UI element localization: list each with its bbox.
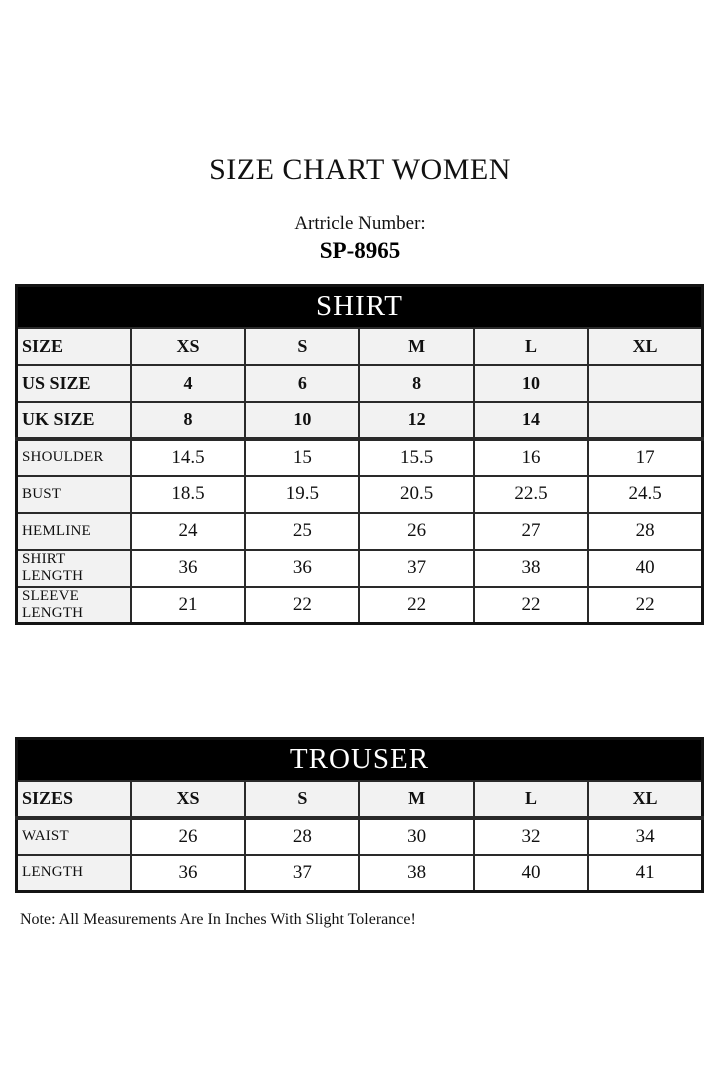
shirt-measure-cell: 22	[359, 587, 473, 624]
shirt-measure-row	[17, 513, 703, 550]
shirt-size-cell	[588, 402, 702, 439]
shirt-size-cell: 10	[474, 365, 588, 402]
shirt-measure-row-label: HEMLINE	[17, 513, 131, 550]
shirt-size-cell: XL	[588, 328, 702, 365]
trouser-size-table	[15, 737, 704, 893]
shirt-size-row	[17, 365, 703, 402]
shirt-size-row	[17, 402, 703, 439]
shirt-size-row	[17, 328, 703, 365]
shirt-size-cell: XS	[131, 328, 245, 365]
shirt-measure-row	[17, 550, 703, 587]
trouser-size-cell: XS	[131, 781, 245, 818]
shirt-measure-cell: 36	[131, 550, 245, 587]
shirt-size-cell: 8	[359, 365, 473, 402]
trouser-measure-cell: 37	[245, 855, 359, 892]
shirt-size-cell: 8	[131, 402, 245, 439]
trouser-measure-cell: 30	[359, 818, 473, 855]
shirt-size-cell: 4	[131, 365, 245, 402]
shirt-measure-cell: 14.5	[131, 439, 245, 476]
measurement-note: Note: All Measurements Are In Inches With Slight Tolerance!	[20, 911, 416, 928]
trouser-size-cell: S	[245, 781, 359, 818]
trouser-table-title: TROUSER	[17, 739, 703, 781]
trouser-size-row-label: SIZES	[17, 781, 131, 818]
shirt-measure-cell: 16	[474, 439, 588, 476]
page-title: SIZE CHART WOMEN	[209, 153, 511, 186]
shirt-measure-cell: 24.5	[588, 476, 702, 513]
trouser-measure-cell: 36	[131, 855, 245, 892]
shirt-measure-cell: 15.5	[359, 439, 473, 476]
shirt-measure-row-label: SHIRT LENGTH	[17, 550, 131, 587]
article-number-value: SP-8965	[319, 238, 401, 263]
trouser-measure-cell: 41	[588, 855, 702, 892]
shirt-size-table	[15, 284, 704, 625]
shirt-measure-cell: 18.5	[131, 476, 245, 513]
shirt-measure-cell: 24	[131, 513, 245, 550]
shirt-measure-row-label: SLEEVE LENGTH	[17, 587, 131, 624]
trouser-measure-cell: 26	[131, 818, 245, 855]
trouser-measure-row	[17, 855, 703, 892]
article-number-label: Artricle Number:	[294, 213, 426, 234]
shirt-measure-cell: 37	[359, 550, 473, 587]
trouser-measure-row-label: WAIST	[17, 818, 131, 855]
shirt-size-cell: 12	[359, 402, 473, 439]
shirt-measure-cell: 36	[245, 550, 359, 587]
shirt-measure-row-label: BUST	[17, 476, 131, 513]
shirt-measure-cell: 17	[588, 439, 702, 476]
trouser-table-banner	[17, 739, 703, 781]
shirt-measure-cell: 21	[131, 587, 245, 624]
shirt-size-cell: 6	[245, 365, 359, 402]
size-tables-container	[0, 284, 720, 893]
shirt-measure-cell: 25	[245, 513, 359, 550]
shirt-measure-cell: 20.5	[359, 476, 473, 513]
shirt-size-cell	[588, 365, 702, 402]
trouser-size-cell: XL	[588, 781, 702, 818]
shirt-measure-cell: 27	[474, 513, 588, 550]
shirt-measure-row	[17, 587, 703, 624]
shirt-measure-cell: 22	[245, 587, 359, 624]
shirt-size-row-label: SIZE	[17, 328, 131, 365]
shirt-size-cell: 14	[474, 402, 588, 439]
trouser-measure-cell: 40	[474, 855, 588, 892]
shirt-measure-row	[17, 476, 703, 513]
shirt-measure-row-label: SHOULDER	[17, 439, 131, 476]
shirt-measure-cell: 22	[588, 587, 702, 624]
trouser-measure-cell: 34	[588, 818, 702, 855]
shirt-measure-cell: 22.5	[474, 476, 588, 513]
shirt-measure-cell: 28	[588, 513, 702, 550]
shirt-size-cell: L	[474, 328, 588, 365]
shirt-measure-row	[17, 439, 703, 476]
shirt-table-title: SHIRT	[17, 286, 703, 328]
trouser-size-cell: M	[359, 781, 473, 818]
trouser-size-cell: L	[474, 781, 588, 818]
trouser-measure-cell: 38	[359, 855, 473, 892]
shirt-measure-cell: 26	[359, 513, 473, 550]
shirt-size-cell: 10	[245, 402, 359, 439]
shirt-measure-cell: 40	[588, 550, 702, 587]
trouser-measure-row	[17, 818, 703, 855]
trouser-measure-cell: 28	[245, 818, 359, 855]
shirt-table-banner	[17, 286, 703, 328]
shirt-measure-cell: 15	[245, 439, 359, 476]
trouser-size-row	[17, 781, 703, 818]
shirt-measure-cell: 38	[474, 550, 588, 587]
shirt-size-cell: S	[245, 328, 359, 365]
shirt-measure-cell: 19.5	[245, 476, 359, 513]
shirt-size-row-label: UK SIZE	[17, 402, 131, 439]
shirt-measure-cell: 22	[474, 587, 588, 624]
trouser-measure-row-label: LENGTH	[17, 855, 131, 892]
trouser-measure-cell: 32	[474, 818, 588, 855]
shirt-size-cell: M	[359, 328, 473, 365]
shirt-size-row-label: US SIZE	[17, 365, 131, 402]
